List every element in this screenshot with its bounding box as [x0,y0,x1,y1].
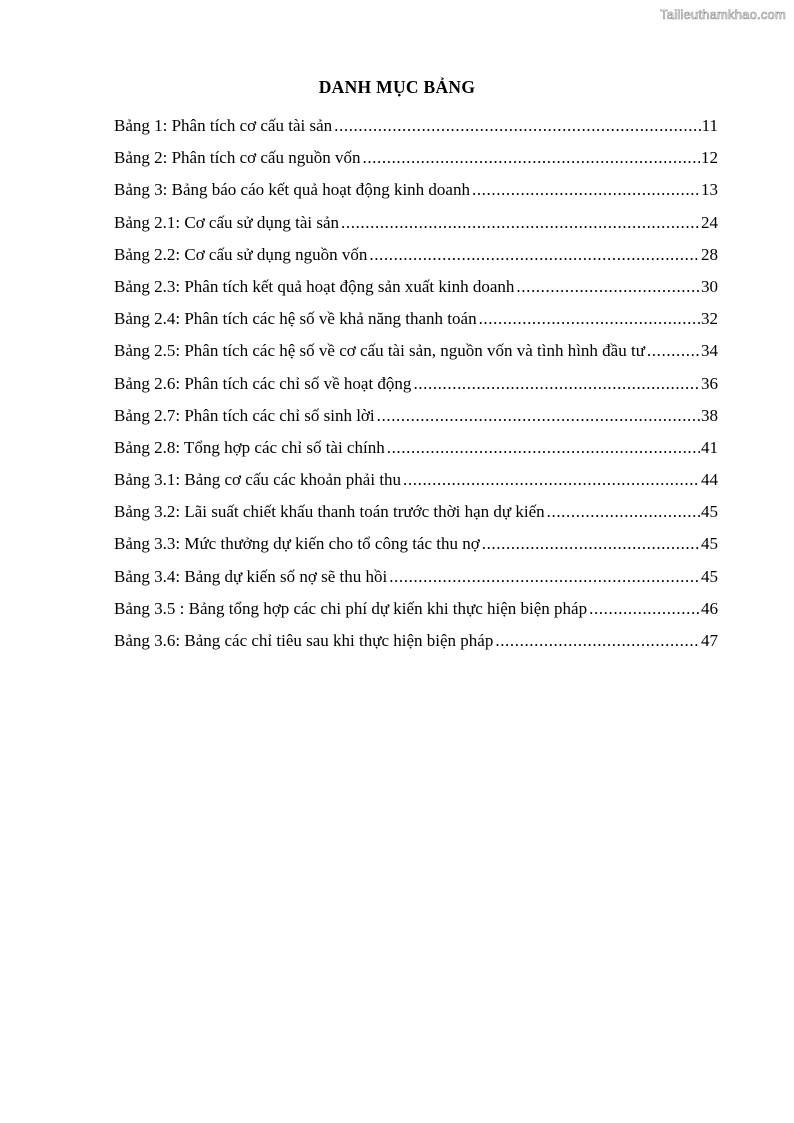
dot-leader [389,565,700,589]
toc-entry[interactable] [114,211,718,243]
toc-entry-page-number: 41 [701,437,718,457]
site-watermark: Tailieuthamkhao.com [660,7,786,22]
dot-leader [516,275,700,299]
toc-entry[interactable] [114,629,718,661]
dot-leader [472,178,700,202]
toc-entry[interactable] [114,532,718,564]
dot-leader [479,307,700,331]
toc-entry-page-number: 34 [701,341,718,361]
toc-entry[interactable] [114,404,718,436]
dot-leader [377,404,700,428]
toc-entry[interactable] [114,339,718,371]
toc-entry-label: Bảng 2.5: Phân tích các hệ số về cơ cấu tài sản, nguồn vốn và tình hình đầu tư [114,341,645,361]
toc-entry-label: Bảng 3.2: Lãi suất chiết khấu thanh toán trước thời hạn dự kiến [114,502,545,522]
toc-entry-label: Bảng 2.2: Cơ cấu sử dụng nguồn vốn [114,244,368,264]
toc-entry[interactable] [114,114,718,146]
toc-entry-page-number: 45 [701,502,718,522]
toc-entry-label: Bảng 2.7: Phân tích các chỉ số sinh lời [114,405,375,425]
toc-entry-label: Bảng 3.1: Bảng cơ cấu các khoản phải thu [114,470,402,490]
toc-entry[interactable] [114,500,718,532]
dot-leader [334,114,700,138]
toc-entry[interactable] [114,178,718,210]
toc-entry-page-number: 11 [701,116,718,135]
dot-leader [341,211,700,235]
toc-entry-page-number: 32 [701,309,718,329]
toc-entry[interactable] [114,307,718,339]
dot-leader [369,243,700,267]
toc-entry[interactable] [114,436,718,468]
toc-entry-label: Bảng 3: Bảng báo cáo kết quả hoạt động kinh doanh [114,180,470,200]
toc-entry-label: Bảng 3.3: Mức thưởng dự kiến cho tổ công tác thu nợ [114,534,480,554]
toc-entry[interactable] [114,243,718,275]
toc-entry-page-number: 47 [701,631,718,650]
dot-leader [647,339,700,363]
toc-entry-page-number: 45 [701,566,718,586]
toc-entry-label: Bảng 3.4: Bảng dự kiến số nợ sẽ thu hồi [114,566,388,586]
toc-entry-label: Bảng 2.4: Phân tích các hệ số về khả năng thanh toán [114,309,477,329]
toc-entry-page-number: 45 [701,534,718,554]
toc-entry-page-number: 13 [701,180,718,200]
dot-leader [482,532,700,556]
toc-entry[interactable] [114,372,718,404]
toc-entry-label: Bảng 3.6: Bảng các chỉ tiêu sau khi thực hiện biện pháp [114,631,494,650]
toc-entry[interactable] [114,565,718,597]
dot-leader [547,500,700,524]
toc-entry-label: Bảng 2.8: Tổng hợp các chỉ số tài chính [114,437,385,457]
toc-entry-page-number: 30 [701,276,718,296]
dot-leader [362,146,700,170]
toc-entry[interactable] [114,597,718,629]
toc-entry-page-number: 12 [701,148,718,168]
toc-entry-page-number: 44 [701,470,718,490]
toc-entry-label: Bảng 2.6: Phân tích các chỉ số về hoạt động [114,373,412,393]
toc-entry[interactable] [114,146,718,178]
toc-entry[interactable] [114,468,718,500]
dot-leader [387,436,700,460]
dot-leader [413,372,700,396]
toc-entry-label: Bảng 3.5 : Bảng tổng hợp các chi phí dự kiến khi thực hiện biện pháp [114,598,588,618]
table-list [114,114,718,661]
toc-entry-label: Bảng 1: Phân tích cơ cấu tài sản [114,116,333,135]
toc-entry-page-number: 36 [701,373,718,393]
toc-entry-label: Bảng 2.3: Phân tích kết quả hoạt động sản xuất kinh doanh [114,276,515,296]
dot-leader [495,629,700,653]
toc-entry-page-number: 24 [701,212,718,232]
toc-entry-page-number: 46 [701,598,718,618]
toc-entry[interactable] [114,275,718,307]
page-title: DANH MỤC BẢNG [318,77,476,97]
toc-entry-label: Bảng 2.1: Cơ cấu sử dụng tài sản [114,212,340,232]
dot-leader [589,597,700,621]
toc-entry-page-number: 28 [701,244,718,264]
dot-leader [403,468,700,492]
toc-entry-page-number: 38 [701,405,718,425]
toc-entry-label: Bảng 2: Phân tích cơ cấu nguồn vốn [114,148,361,168]
